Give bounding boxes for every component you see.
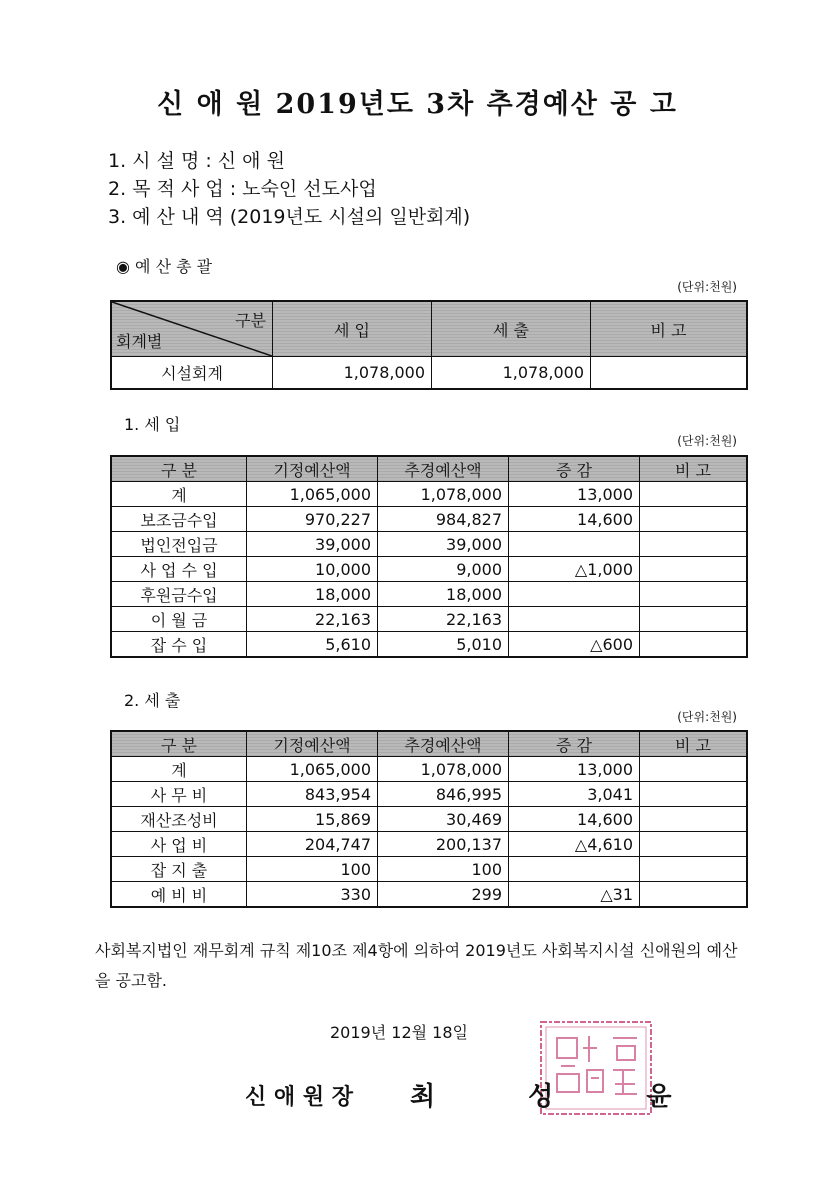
- row-note: [640, 807, 748, 832]
- row-revised: 984,827: [378, 507, 509, 532]
- row-revised: 22,163: [378, 607, 509, 632]
- row-category: 사 업 수 입: [111, 557, 247, 582]
- row-revised: 18,000: [378, 582, 509, 607]
- summary-row-expense: 1,078,000: [432, 357, 591, 389]
- row-change: △31: [509, 882, 640, 908]
- table-row: [111, 807, 747, 832]
- income-header-change: 증 감: [509, 456, 640, 482]
- row-category: 사 무 비: [111, 782, 247, 807]
- income-header-note: 비 고: [640, 456, 748, 482]
- row-category: 법인전입금: [111, 532, 247, 557]
- summary-diag-header: [111, 301, 273, 357]
- row-category: 계: [111, 482, 247, 507]
- signer-title: 신 애 원 장: [245, 1084, 353, 1110]
- row-category: 예 비 비: [111, 882, 247, 908]
- row-note: [640, 782, 748, 807]
- row-original: 204,747: [247, 832, 378, 857]
- row-revised: 1,078,000: [378, 482, 509, 507]
- table-row: [111, 857, 747, 882]
- row-change: 13,000: [509, 757, 640, 782]
- expense-header-change: 증 감: [509, 731, 640, 757]
- diag-top-label: 구분: [235, 311, 266, 330]
- row-note: [640, 832, 748, 857]
- table-row: [111, 832, 747, 857]
- row-note: [640, 632, 748, 658]
- page-title: 신 애 원 2019년도 3차 추경예산 공 고: [157, 89, 678, 120]
- row-change: 14,600: [509, 507, 640, 532]
- expense-header-revised: 추경예산액: [378, 731, 509, 757]
- row-note: [640, 557, 748, 582]
- summary-unit: (단위:천원): [677, 280, 737, 294]
- row-revised: 1,078,000: [378, 757, 509, 782]
- income-header-original: 기정예산액: [247, 456, 378, 482]
- row-original: 1,065,000: [247, 757, 378, 782]
- row-note: [640, 607, 748, 632]
- notice-date: 2019년 12월 18일: [330, 1023, 468, 1042]
- signer-name: 최 성 윤: [410, 1082, 714, 1112]
- row-original: 843,954: [247, 782, 378, 807]
- table-row: [111, 757, 747, 782]
- expense-header-category: 구 분: [111, 731, 247, 757]
- row-change: △600: [509, 632, 640, 658]
- row-original: 18,000: [247, 582, 378, 607]
- row-original: 1,065,000: [247, 482, 378, 507]
- income-header-revised: 추경예산액: [378, 456, 509, 482]
- row-category: 계: [111, 757, 247, 782]
- row-category: 재산조성비: [111, 807, 247, 832]
- expense-unit: (단위:천원): [677, 710, 737, 724]
- row-original: 100: [247, 857, 378, 882]
- income-table: [110, 455, 748, 658]
- row-note: [640, 582, 748, 607]
- row-revised: 299: [378, 882, 509, 908]
- summary-table: [110, 300, 748, 390]
- row-revised: 9,000: [378, 557, 509, 582]
- income-heading: 1. 세 입: [124, 415, 181, 434]
- summary-header-note: 비 고: [591, 301, 748, 357]
- info-budget-detail: 3. 예 산 내 역 (2019년도 시설의 일반회계): [108, 206, 471, 228]
- income-unit: (단위:천원): [677, 434, 737, 448]
- table-row: [111, 507, 747, 532]
- table-row: [111, 782, 747, 807]
- row-change: 14,600: [509, 807, 640, 832]
- row-change: 3,041: [509, 782, 640, 807]
- expense-header-note: 비 고: [640, 731, 748, 757]
- row-note: [640, 482, 748, 507]
- diag-bottom-label: 회계별: [116, 332, 163, 351]
- summary-row-note: [591, 357, 748, 389]
- row-change: 13,000: [509, 482, 640, 507]
- table-row: [111, 607, 747, 632]
- row-revised: 200,137: [378, 832, 509, 857]
- expense-header-original: 기정예산액: [247, 731, 378, 757]
- row-category: 이 월 금: [111, 607, 247, 632]
- row-change: [509, 607, 640, 632]
- row-original: 22,163: [247, 607, 378, 632]
- row-original: 970,227: [247, 507, 378, 532]
- row-original: 330: [247, 882, 378, 908]
- table-row: [111, 557, 747, 582]
- summary-row-label: 시설회계: [111, 357, 273, 389]
- row-revised: 30,469: [378, 807, 509, 832]
- row-note: [640, 882, 748, 908]
- table-row: [111, 532, 747, 557]
- row-category: 보조금수입: [111, 507, 247, 532]
- row-revised: 39,000: [378, 532, 509, 557]
- row-note: [640, 532, 748, 557]
- table-row: [111, 882, 747, 908]
- row-change: [509, 857, 640, 882]
- row-category: 잡 수 입: [111, 632, 247, 658]
- expense-table: [110, 730, 748, 908]
- row-category: 후원금수입: [111, 582, 247, 607]
- row-note: [640, 507, 748, 532]
- row-change: △4,610: [509, 832, 640, 857]
- notice-text: 사회복지법인 재무회계 규칙 제10조 제4항에 의하여 2019년도 사회복지시설 신애원의 예산을 공고함.: [95, 941, 738, 990]
- row-category: 사 업 비: [111, 832, 247, 857]
- income-header-category: 구 분: [111, 456, 247, 482]
- row-original: 39,000: [247, 532, 378, 557]
- row-revised: 100: [378, 857, 509, 882]
- expense-heading: 2. 세 출: [124, 691, 181, 710]
- summary-row-income: 1,078,000: [273, 357, 432, 389]
- row-original: 10,000: [247, 557, 378, 582]
- table-row: [111, 632, 747, 658]
- row-change: △1,000: [509, 557, 640, 582]
- summary-header-expense: 세 출: [432, 301, 591, 357]
- row-original: 5,610: [247, 632, 378, 658]
- summary-header-income: 세 입: [273, 301, 432, 357]
- info-business: 2. 목 적 사 업 : 노숙인 선도사업: [108, 178, 377, 200]
- row-revised: 846,995: [378, 782, 509, 807]
- info-facility-name: 1. 시 설 명 : 신 애 원: [108, 150, 285, 172]
- row-change: [509, 532, 640, 557]
- row-category: 잡 지 출: [111, 857, 247, 882]
- summary-heading: ◉ 예 산 총 괄: [116, 257, 213, 276]
- row-change: [509, 582, 640, 607]
- row-revised: 5,010: [378, 632, 509, 658]
- table-row: [111, 582, 747, 607]
- table-row: [111, 482, 747, 507]
- row-note: [640, 757, 748, 782]
- row-note: [640, 857, 748, 882]
- row-original: 15,869: [247, 807, 378, 832]
